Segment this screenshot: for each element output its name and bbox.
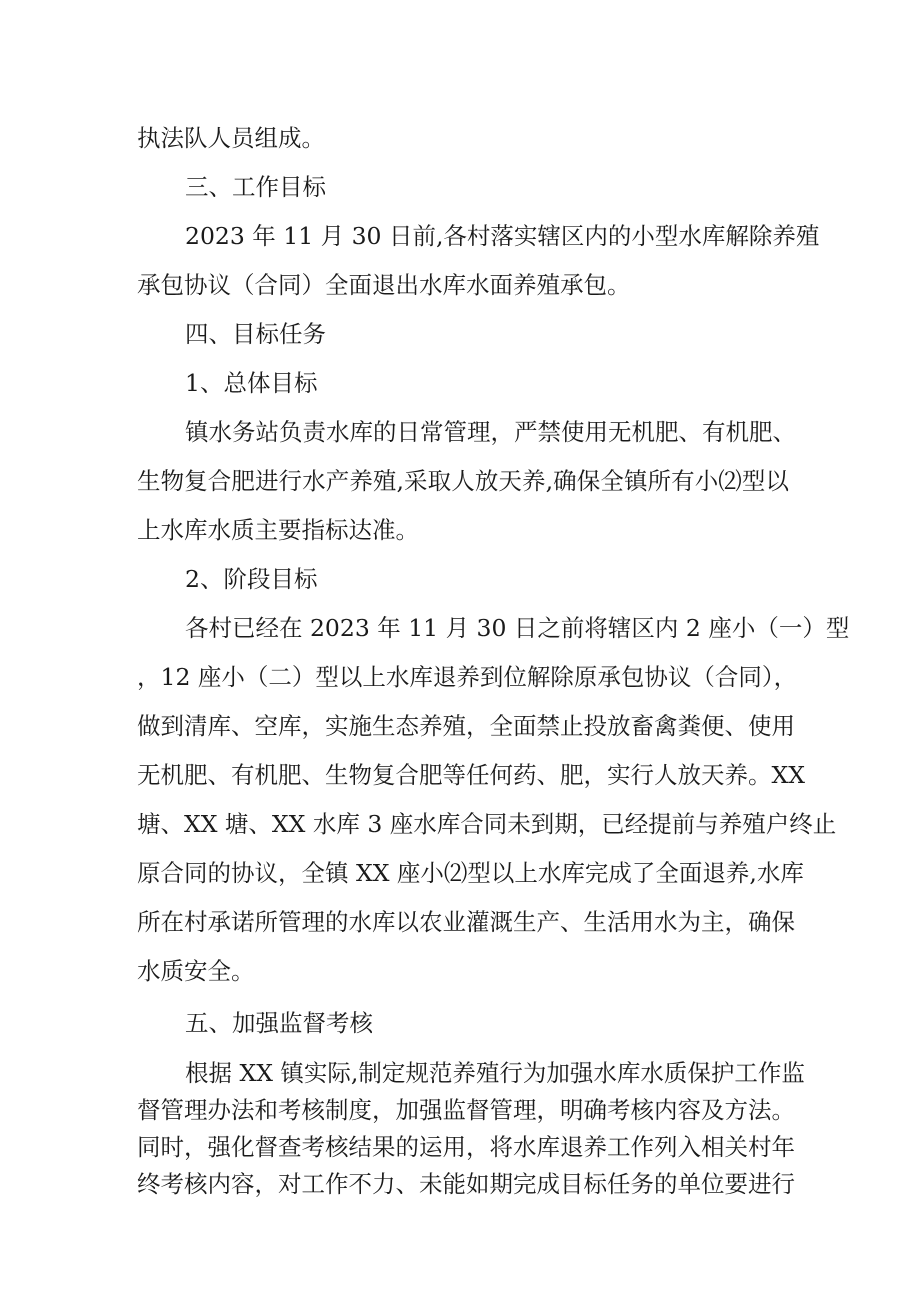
paragraph-line: 所在村承诺所管理的水库以农业灌溉生产、生活用水为主，确保 bbox=[137, 908, 795, 936]
paragraph-line: 同时，强化督查考核结果的运用，将水库退养工作列入相关村年 bbox=[137, 1133, 795, 1161]
section-heading-3: 三、工作目标 bbox=[185, 173, 326, 201]
paragraph-line: 2023 年 11 月 30 日前,各村落实辖区内的小型水库解除养殖 bbox=[185, 222, 820, 250]
paragraph-line: 水质安全。 bbox=[137, 957, 255, 985]
section-heading-5: 五、加强监督考核 bbox=[185, 1009, 373, 1037]
paragraph-line: 生物复合肥进行水产养殖,采取人放天养,确保全镇所有小⑵型以 bbox=[137, 467, 789, 495]
paragraph-line: 执法队人员组成。 bbox=[137, 124, 325, 152]
paragraph-line: 塘、XX 塘、XX 水库 3 座水库合同未到期，已经提前与养殖户终止 bbox=[137, 810, 837, 838]
paragraph-line: 做到清库、空库，实施生态养殖，全面禁止投放畜禽粪便、使用 bbox=[137, 712, 795, 740]
subsection-heading-1: 1、总体目标 bbox=[185, 369, 318, 397]
paragraph-line: 无机肥、有机肥、生物复合肥等任何药、肥，实行人放天养。XX bbox=[137, 761, 805, 789]
paragraph-line: 终考核内容，对工作不力、未能如期完成目标任务的单位要进行 bbox=[137, 1170, 795, 1198]
subsection-heading-2: 2、阶段目标 bbox=[185, 565, 318, 593]
paragraph-line: 上水库水质主要指标达准。 bbox=[137, 516, 419, 544]
paragraph-line: 根据 XX 镇实际,制定规范养殖行为加强水库水质保护工作监 bbox=[185, 1059, 805, 1087]
paragraph-line: ，12 座小（二）型以上水库退养到位解除原承包协议（合同）， bbox=[137, 663, 798, 691]
paragraph-line: 承包协议（合同）全面退出水库水面养殖承包。 bbox=[137, 271, 631, 299]
paragraph-line: 各村已经在 2023 年 11 月 30 日之前将辖区内 2 座小（一）型 bbox=[185, 614, 850, 642]
paragraph-line: 镇水务站负责水库的日常管理，严禁使用无机肥、有机肥、 bbox=[185, 418, 796, 446]
section-heading-4: 四、目标任务 bbox=[185, 320, 326, 348]
paragraph-line: 督管理办法和考核制度，加强监督管理，明确考核内容及方法。 bbox=[137, 1096, 795, 1124]
paragraph-line: 原合同的协议，全镇 XX 座小⑵型以上水库完成了全面退养,水库 bbox=[137, 859, 804, 887]
